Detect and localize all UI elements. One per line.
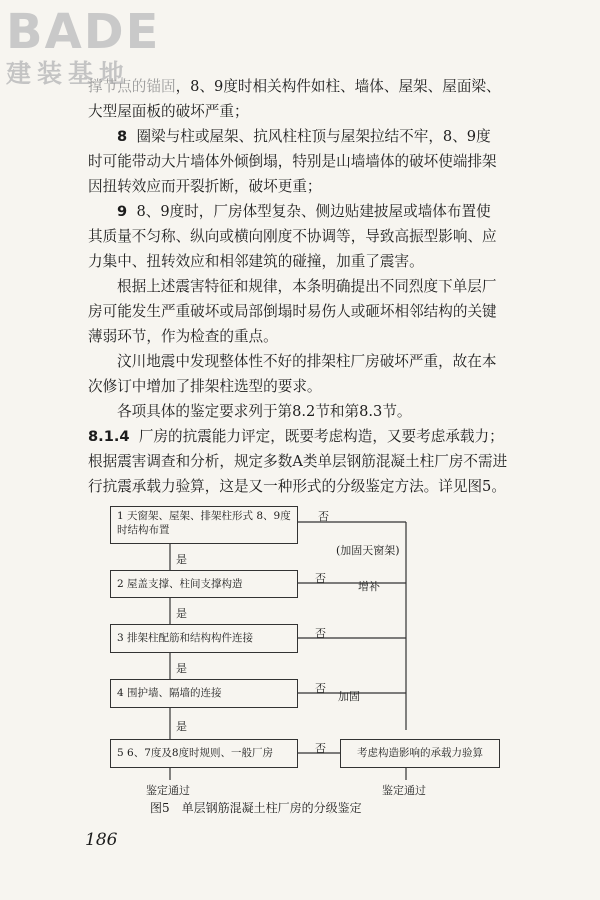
note-supplement: 增补: [358, 580, 380, 593]
flow-step-1: 1 天窗架、屋架、排架柱形式 8、9度时结构布置: [110, 506, 298, 544]
paragraph-4-line-2: 房可能发生严重破坏或局部倒塌时易伤人或砸坏相邻结构的关键: [88, 303, 497, 320]
pass-label-right: 鉴定通过: [382, 784, 426, 797]
no-label-5: 否: [315, 742, 326, 755]
flow-step-3: 3 排架柱配筋和结构构件连接: [110, 624, 298, 653]
paragraph-3-line-1: 9 8、9度时，厂房体型复杂、侧边贴建披屋或墙体布置使: [117, 203, 491, 220]
yes-label-3: 是: [176, 662, 187, 675]
paragraph-5-line-2: 次修订中增加了排架柱选型的要求。: [88, 378, 322, 395]
paragraph-1-line-1: 撑节点的锚固，8、9度时相关构件如柱、墙体、屋架、屋面梁、: [88, 78, 501, 95]
clause-8-1-4-line-3: 行抗震承载力验算，这是又一种形式的分级鉴定方法。详见图5。: [88, 478, 506, 495]
flow-step-4: 4 围护墙、隔墙的连接: [110, 679, 298, 708]
logo-subtitle: 建装基地: [6, 59, 131, 88]
no-label-2: 否: [315, 572, 326, 585]
paragraph-4-line-3: 薄弱环节，作为检查的重点。: [88, 328, 278, 345]
yes-label-1: 是: [176, 553, 187, 566]
body-text: [88, 74, 553, 499]
flowchart: [110, 498, 510, 798]
page-number: 186: [85, 830, 118, 850]
note-reinforce-skylight: (加固天窗架): [336, 544, 400, 557]
paragraph-6-line-1: 各项具体的鉴定要求列于第8.2节和第8.3节。: [117, 403, 412, 420]
no-label-1: 否: [318, 510, 329, 523]
paragraph-4-line-1: 根据上述震害特征和规律，本条明确提出不同烈度下单层厂: [117, 278, 497, 295]
flow-capacity-check: 考虑构造影响的承载力验算: [340, 739, 500, 768]
paragraph-2-line-3: 因扭转效应而开裂折断，破坏更重；: [88, 178, 322, 195]
paragraph-3-line-3: 力集中、扭转效应和相邻建筑的碰撞，加重了震害。: [88, 253, 424, 270]
yes-label-2: 是: [176, 607, 187, 620]
paragraph-3-line-2: 其质量不匀称、纵向或横向刚度不协调等，导致高振型影响、应: [88, 228, 497, 245]
no-label-4: 否: [315, 682, 326, 695]
logo-mark: BADE: [6, 4, 161, 60]
yes-label-4: 是: [176, 720, 187, 733]
paragraph-5-line-1: 汶川地震中发现整体性不好的排架柱厂房破坏严重，故在本: [117, 353, 497, 370]
pass-label-left: 鉴定通过: [146, 784, 190, 797]
paragraph-2-line-2: 时可能带动大片墙体外倾倒塌，特别是山墙墙体的破坏使端排架: [88, 153, 497, 170]
no-label-3: 否: [315, 627, 326, 640]
paragraph-1-line-2: 大型屋面板的破坏严重；: [88, 103, 249, 120]
paragraph-2-line-1: 8 圈梁与柱或屋架、抗风柱柱顶与屋架拉结不牢，8、9度: [117, 128, 491, 145]
figure-caption: 图5 单层钢筋混凝土柱厂房的分级鉴定: [150, 801, 362, 815]
note-strengthen: 加固: [338, 690, 360, 703]
flow-step-2: 2 屋盖支撑、柱间支撑构造: [110, 570, 298, 598]
clause-8-1-4-line-2: 根据震害调查和分析，规定多数A类单层钢筋混凝土柱厂房不需进: [88, 453, 508, 470]
flow-step-5: 5 6、7度及8度时规则、一般厂房: [110, 739, 298, 768]
clause-8-1-4-line-1: 8.1.4 厂房的抗震能力评定，既要考虑构造，又要考虑承载力；: [88, 428, 504, 445]
